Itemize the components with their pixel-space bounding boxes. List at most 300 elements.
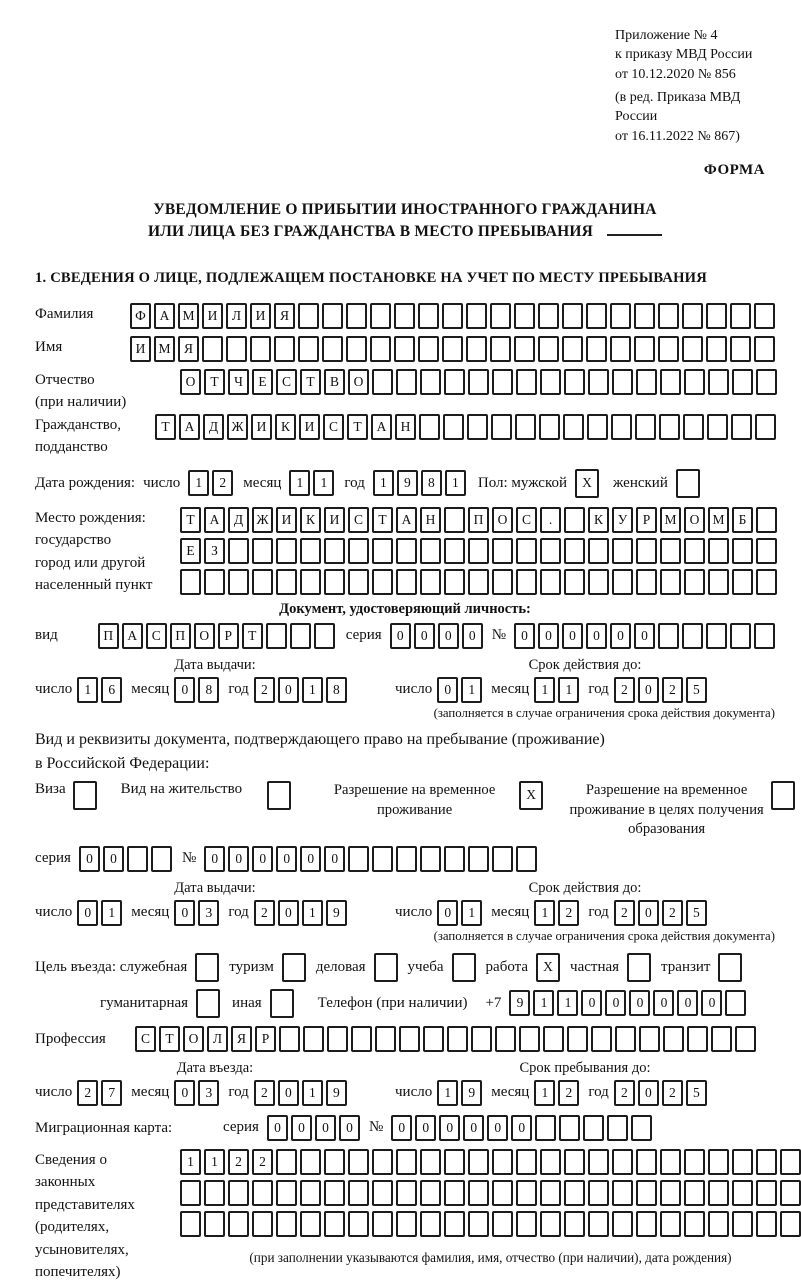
char-box[interactable]: 5 [686, 1080, 707, 1106]
char-box[interactable]: Л [226, 303, 247, 329]
char-box[interactable] [516, 538, 537, 564]
char-box[interactable]: Я [178, 336, 199, 362]
char-box[interactable] [290, 623, 311, 649]
char-box[interactable] [396, 369, 417, 395]
char-box[interactable]: Р [636, 507, 657, 533]
char-box[interactable]: 1 [101, 900, 122, 926]
char-box[interactable]: 8 [198, 677, 219, 703]
char-box[interactable] [490, 336, 511, 362]
char-box[interactable] [562, 336, 583, 362]
char-box[interactable]: З [204, 538, 225, 564]
char-box[interactable] [567, 1026, 588, 1052]
char-box[interactable] [276, 1180, 297, 1206]
char-box[interactable] [636, 1211, 657, 1237]
char-box[interactable]: 0 [291, 1115, 312, 1141]
char-box[interactable] [228, 1180, 249, 1206]
char-box[interactable] [735, 1026, 756, 1052]
char-box[interactable] [610, 303, 631, 329]
char-box[interactable]: 0 [487, 1115, 508, 1141]
checkbox[interactable] [718, 953, 742, 982]
char-box[interactable]: П [170, 623, 191, 649]
char-box[interactable] [420, 1180, 441, 1206]
char-box[interactable] [730, 336, 751, 362]
char-box[interactable] [279, 1026, 300, 1052]
char-box[interactable] [660, 538, 681, 564]
char-box[interactable]: 0 [437, 677, 458, 703]
char-box[interactable] [610, 336, 631, 362]
char-box[interactable] [348, 1149, 369, 1175]
char-box[interactable] [540, 1149, 561, 1175]
char-box[interactable] [516, 1180, 537, 1206]
char-box[interactable] [396, 538, 417, 564]
char-box[interactable] [635, 414, 656, 440]
char-box[interactable]: 1 [302, 1080, 323, 1106]
char-box[interactable] [612, 538, 633, 564]
char-box[interactable] [660, 1211, 681, 1237]
char-box[interactable] [180, 1211, 201, 1237]
char-box[interactable]: 0 [204, 846, 225, 872]
char-box[interactable]: 0 [653, 990, 674, 1016]
char-box[interactable] [467, 414, 488, 440]
char-box[interactable]: С [323, 414, 344, 440]
char-box[interactable] [418, 336, 439, 362]
char-box[interactable] [725, 990, 746, 1016]
char-box[interactable]: М [660, 507, 681, 533]
char-box[interactable]: 9 [461, 1080, 482, 1106]
char-box[interactable]: И [202, 303, 223, 329]
char-box[interactable]: 2 [614, 1080, 635, 1106]
char-box[interactable] [684, 1149, 705, 1175]
char-box[interactable] [587, 414, 608, 440]
char-box[interactable]: 0 [463, 1115, 484, 1141]
char-box[interactable] [756, 1211, 777, 1237]
char-box[interactable] [615, 1026, 636, 1052]
char-box[interactable] [394, 336, 415, 362]
char-box[interactable] [516, 369, 537, 395]
char-box[interactable] [348, 1180, 369, 1206]
char-box[interactable]: Ч [228, 369, 249, 395]
char-box[interactable] [706, 303, 727, 329]
char-box[interactable] [564, 1180, 585, 1206]
char-box[interactable]: 0 [439, 1115, 460, 1141]
char-box[interactable] [180, 1180, 201, 1206]
char-box[interactable] [443, 414, 464, 440]
char-box[interactable] [420, 1211, 441, 1237]
char-box[interactable]: 8 [326, 677, 347, 703]
char-box[interactable] [204, 1211, 225, 1237]
char-box[interactable] [732, 1180, 753, 1206]
char-box[interactable] [228, 569, 249, 595]
char-box[interactable] [468, 1211, 489, 1237]
char-box[interactable] [607, 1115, 628, 1141]
char-box[interactable]: Я [231, 1026, 252, 1052]
char-box[interactable]: 1 [437, 1080, 458, 1106]
char-box[interactable] [658, 336, 679, 362]
char-box[interactable] [419, 414, 440, 440]
char-box[interactable] [394, 303, 415, 329]
char-box[interactable] [346, 336, 367, 362]
char-box[interactable] [780, 1180, 801, 1206]
char-box[interactable]: 1 [302, 900, 323, 926]
char-box[interactable] [612, 1180, 633, 1206]
char-box[interactable]: 2 [254, 900, 275, 926]
char-box[interactable]: 2 [662, 900, 683, 926]
char-box[interactable]: Ж [252, 507, 273, 533]
char-box[interactable]: А [179, 414, 200, 440]
char-box[interactable]: В [324, 369, 345, 395]
char-box[interactable] [684, 1180, 705, 1206]
char-box[interactable] [636, 369, 657, 395]
char-box[interactable] [298, 336, 319, 362]
char-box[interactable] [684, 369, 705, 395]
char-box[interactable] [684, 1211, 705, 1237]
char-box[interactable]: 9 [326, 1080, 347, 1106]
char-box[interactable] [252, 1180, 273, 1206]
char-box[interactable] [348, 569, 369, 595]
char-box[interactable]: 2 [252, 1149, 273, 1175]
char-box[interactable] [756, 507, 777, 533]
char-box[interactable] [372, 1211, 393, 1237]
char-box[interactable]: 0 [276, 846, 297, 872]
checkbox[interactable] [374, 953, 398, 982]
checkbox[interactable] [282, 953, 306, 982]
char-box[interactable] [684, 569, 705, 595]
char-box[interactable]: 0 [339, 1115, 360, 1141]
char-box[interactable] [492, 1180, 513, 1206]
char-box[interactable] [490, 303, 511, 329]
char-box[interactable] [348, 538, 369, 564]
char-box[interactable] [303, 1026, 324, 1052]
char-box[interactable] [583, 1115, 604, 1141]
char-box[interactable] [588, 1211, 609, 1237]
char-box[interactable] [444, 846, 465, 872]
char-box[interactable] [539, 414, 560, 440]
char-box[interactable] [708, 369, 729, 395]
char-box[interactable]: 0 [300, 846, 321, 872]
char-box[interactable] [468, 538, 489, 564]
char-box[interactable] [471, 1026, 492, 1052]
char-box[interactable]: 0 [581, 990, 602, 1016]
char-box[interactable] [540, 369, 561, 395]
char-box[interactable] [756, 538, 777, 564]
char-box[interactable]: Ф [130, 303, 151, 329]
char-box[interactable]: 1 [461, 900, 482, 926]
char-box[interactable] [559, 1115, 580, 1141]
char-box[interactable] [300, 569, 321, 595]
char-box[interactable]: 9 [509, 990, 530, 1016]
char-box[interactable] [370, 303, 391, 329]
char-box[interactable] [564, 507, 585, 533]
char-box[interactable]: 0 [438, 623, 459, 649]
char-box[interactable]: 1 [188, 470, 209, 496]
char-box[interactable] [396, 1211, 417, 1237]
char-box[interactable]: 0 [278, 900, 299, 926]
char-box[interactable] [442, 336, 463, 362]
char-box[interactable]: 6 [101, 677, 122, 703]
char-box[interactable]: 1 [180, 1149, 201, 1175]
char-box[interactable] [660, 569, 681, 595]
char-box[interactable]: О [348, 369, 369, 395]
char-box[interactable]: 0 [638, 900, 659, 926]
char-box[interactable] [444, 1149, 465, 1175]
char-box[interactable] [612, 569, 633, 595]
char-box[interactable]: 0 [174, 677, 195, 703]
char-box[interactable] [204, 1180, 225, 1206]
char-box[interactable]: 9 [326, 900, 347, 926]
char-box[interactable] [586, 336, 607, 362]
char-box[interactable]: 0 [252, 846, 273, 872]
char-box[interactable] [495, 1026, 516, 1052]
char-box[interactable]: А [154, 303, 175, 329]
char-box[interactable] [514, 336, 535, 362]
char-box[interactable]: 1 [77, 677, 98, 703]
char-box[interactable] [420, 538, 441, 564]
char-box[interactable] [708, 1149, 729, 1175]
char-box[interactable] [468, 846, 489, 872]
char-box[interactable]: У [612, 507, 633, 533]
char-box[interactable]: 1 [558, 677, 579, 703]
char-box[interactable] [492, 569, 513, 595]
char-box[interactable] [588, 1149, 609, 1175]
char-box[interactable] [754, 336, 775, 362]
char-box[interactable] [706, 623, 727, 649]
checkbox[interactable] [676, 469, 700, 498]
char-box[interactable] [300, 538, 321, 564]
char-box[interactable] [516, 1149, 537, 1175]
char-box[interactable] [519, 1026, 540, 1052]
char-box[interactable]: 2 [254, 1080, 275, 1106]
char-box[interactable] [756, 1149, 777, 1175]
char-box[interactable]: 2 [558, 1080, 579, 1106]
char-box[interactable] [660, 1180, 681, 1206]
char-box[interactable] [348, 846, 369, 872]
char-box[interactable]: 0 [278, 677, 299, 703]
char-box[interactable] [687, 1026, 708, 1052]
char-box[interactable] [322, 336, 343, 362]
char-box[interactable]: Н [420, 507, 441, 533]
char-box[interactable] [730, 623, 751, 649]
char-box[interactable]: К [300, 507, 321, 533]
char-box[interactable] [754, 623, 775, 649]
char-box[interactable] [151, 846, 172, 872]
char-box[interactable] [780, 1211, 801, 1237]
char-box[interactable] [540, 569, 561, 595]
char-box[interactable] [514, 303, 535, 329]
char-box[interactable] [447, 1026, 468, 1052]
char-box[interactable] [708, 569, 729, 595]
char-box[interactable]: К [588, 507, 609, 533]
char-box[interactable] [252, 569, 273, 595]
char-box[interactable]: 5 [686, 900, 707, 926]
char-box[interactable]: Т [204, 369, 225, 395]
checkbox[interactable]: X [536, 953, 560, 982]
char-box[interactable] [543, 1026, 564, 1052]
char-box[interactable]: 0 [562, 623, 583, 649]
char-box[interactable]: 8 [421, 470, 442, 496]
char-box[interactable] [515, 414, 536, 440]
char-box[interactable] [346, 303, 367, 329]
char-box[interactable]: 7 [101, 1080, 122, 1106]
checkbox[interactable] [452, 953, 476, 982]
char-box[interactable]: 0 [437, 900, 458, 926]
char-box[interactable] [372, 1180, 393, 1206]
char-box[interactable]: 0 [638, 1080, 659, 1106]
char-box[interactable] [444, 507, 465, 533]
char-box[interactable] [631, 1115, 652, 1141]
char-box[interactable] [639, 1026, 660, 1052]
char-box[interactable]: И [251, 414, 272, 440]
char-box[interactable] [372, 846, 393, 872]
char-box[interactable]: 1 [313, 470, 334, 496]
char-box[interactable] [180, 569, 201, 595]
char-box[interactable]: И [324, 507, 345, 533]
char-box[interactable]: 0 [278, 1080, 299, 1106]
char-box[interactable]: 0 [103, 846, 124, 872]
char-box[interactable] [420, 569, 441, 595]
char-box[interactable] [780, 1149, 801, 1175]
char-box[interactable]: А [371, 414, 392, 440]
char-box[interactable]: 0 [414, 623, 435, 649]
char-box[interactable] [707, 414, 728, 440]
char-box[interactable]: 9 [397, 470, 418, 496]
char-box[interactable] [708, 538, 729, 564]
char-box[interactable]: М [178, 303, 199, 329]
char-box[interactable]: 0 [77, 900, 98, 926]
char-box[interactable]: Р [218, 623, 239, 649]
char-box[interactable]: 1 [534, 900, 555, 926]
char-box[interactable] [274, 336, 295, 362]
char-box[interactable] [516, 846, 537, 872]
char-box[interactable] [588, 569, 609, 595]
char-box[interactable] [562, 303, 583, 329]
char-box[interactable]: 1 [204, 1149, 225, 1175]
char-box[interactable]: И [299, 414, 320, 440]
char-box[interactable]: 0 [174, 1080, 195, 1106]
char-box[interactable]: 0 [462, 623, 483, 649]
char-box[interactable] [588, 369, 609, 395]
char-box[interactable] [659, 414, 680, 440]
char-box[interactable] [351, 1026, 372, 1052]
char-box[interactable] [202, 336, 223, 362]
char-box[interactable] [372, 369, 393, 395]
char-box[interactable] [324, 538, 345, 564]
char-box[interactable]: 2 [254, 677, 275, 703]
char-box[interactable] [564, 1211, 585, 1237]
char-box[interactable]: 0 [315, 1115, 336, 1141]
char-box[interactable] [276, 538, 297, 564]
char-box[interactable] [127, 846, 148, 872]
char-box[interactable]: Б [732, 507, 753, 533]
char-box[interactable] [399, 1026, 420, 1052]
char-box[interactable]: 2 [614, 900, 635, 926]
checkbox[interactable]: X [519, 781, 543, 810]
char-box[interactable]: 1 [533, 990, 554, 1016]
char-box[interactable]: 0 [267, 1115, 288, 1141]
checkbox[interactable] [73, 781, 97, 810]
char-box[interactable] [252, 538, 273, 564]
char-box[interactable] [634, 303, 655, 329]
char-box[interactable] [612, 1211, 633, 1237]
char-box[interactable]: Ж [227, 414, 248, 440]
char-box[interactable] [588, 538, 609, 564]
char-box[interactable]: 1 [302, 677, 323, 703]
char-box[interactable]: Я [274, 303, 295, 329]
char-box[interactable]: 0 [390, 623, 411, 649]
char-box[interactable] [492, 846, 513, 872]
char-box[interactable] [322, 303, 343, 329]
char-box[interactable]: И [250, 303, 271, 329]
char-box[interactable] [300, 1149, 321, 1175]
char-box[interactable] [660, 369, 681, 395]
char-box[interactable] [348, 1211, 369, 1237]
char-box[interactable] [372, 569, 393, 595]
char-box[interactable] [563, 414, 584, 440]
char-box[interactable] [492, 1211, 513, 1237]
char-box[interactable]: А [204, 507, 225, 533]
char-box[interactable] [732, 569, 753, 595]
checkbox[interactable] [196, 989, 220, 1018]
checkbox[interactable]: X [575, 469, 599, 498]
char-box[interactable]: 2 [662, 1080, 683, 1106]
char-box[interactable]: 2 [228, 1149, 249, 1175]
char-box[interactable] [516, 569, 537, 595]
char-box[interactable] [586, 303, 607, 329]
char-box[interactable] [754, 303, 775, 329]
char-box[interactable] [732, 538, 753, 564]
char-box[interactable] [663, 1026, 684, 1052]
char-box[interactable]: С [516, 507, 537, 533]
char-box[interactable] [314, 623, 335, 649]
char-box[interactable]: О [684, 507, 705, 533]
char-box[interactable] [682, 336, 703, 362]
char-box[interactable] [612, 1149, 633, 1175]
char-box[interactable]: С [135, 1026, 156, 1052]
char-box[interactable] [228, 1211, 249, 1237]
char-box[interactable] [375, 1026, 396, 1052]
char-box[interactable] [711, 1026, 732, 1052]
char-box[interactable] [420, 369, 441, 395]
char-box[interactable] [540, 1180, 561, 1206]
char-box[interactable]: О [183, 1026, 204, 1052]
char-box[interactable] [684, 538, 705, 564]
char-box[interactable] [591, 1026, 612, 1052]
char-box[interactable] [468, 1180, 489, 1206]
char-box[interactable]: М [154, 336, 175, 362]
char-box[interactable] [468, 569, 489, 595]
char-box[interactable]: И [276, 507, 297, 533]
checkbox[interactable] [627, 953, 651, 982]
char-box[interactable]: 0 [324, 846, 345, 872]
char-box[interactable] [324, 1149, 345, 1175]
char-box[interactable]: 0 [514, 623, 535, 649]
char-box[interactable] [611, 414, 632, 440]
char-box[interactable]: Т [242, 623, 263, 649]
char-box[interactable]: Т [180, 507, 201, 533]
char-box[interactable] [444, 369, 465, 395]
char-box[interactable] [564, 569, 585, 595]
char-box[interactable] [444, 538, 465, 564]
char-box[interactable]: 2 [77, 1080, 98, 1106]
char-box[interactable] [682, 303, 703, 329]
checkbox[interactable] [195, 953, 219, 982]
char-box[interactable] [250, 336, 271, 362]
char-box[interactable] [327, 1026, 348, 1052]
char-box[interactable] [732, 369, 753, 395]
char-box[interactable]: Е [180, 538, 201, 564]
char-box[interactable]: 2 [212, 470, 233, 496]
char-box[interactable] [538, 303, 559, 329]
char-box[interactable] [708, 1211, 729, 1237]
